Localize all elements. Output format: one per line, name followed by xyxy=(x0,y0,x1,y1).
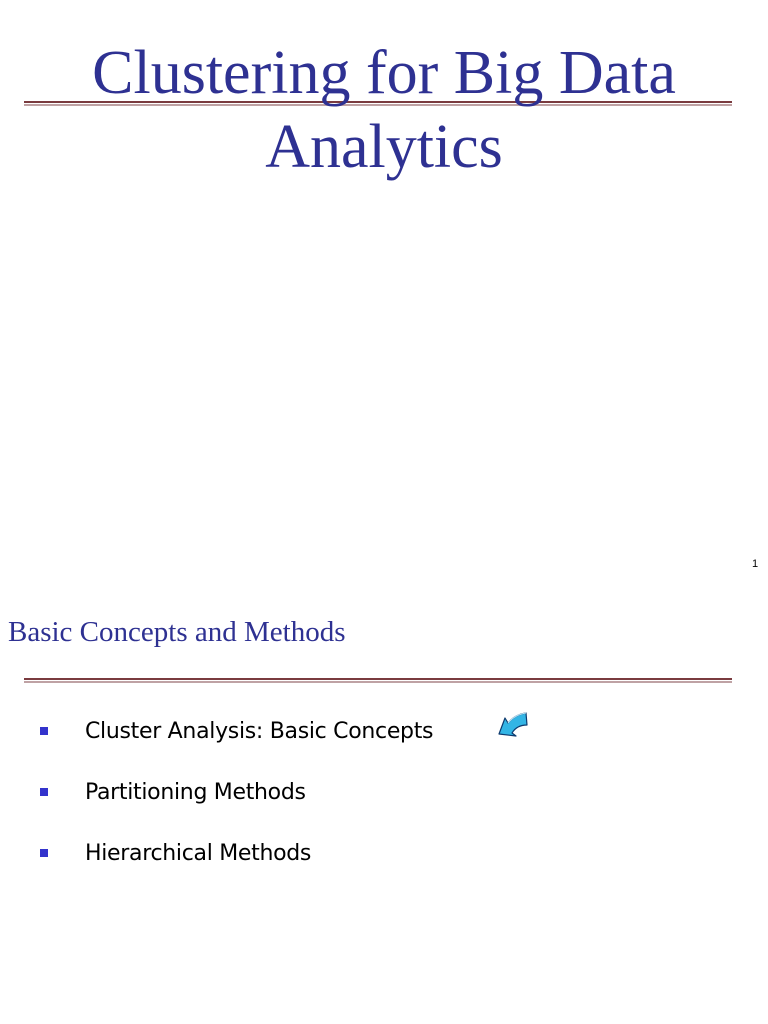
square-bullet-icon xyxy=(40,788,48,796)
bullet-list xyxy=(40,713,433,896)
slide1-title-line2: Analytics xyxy=(265,113,503,181)
bullet-item xyxy=(40,835,433,896)
section-divider xyxy=(24,678,732,683)
slide2-title: Basic Concepts and Methods xyxy=(8,616,346,648)
bullet-label: Cluster Analysis: Basic Concepts xyxy=(85,719,434,744)
bullet-label: Hierarchical Methods xyxy=(85,841,312,866)
square-bullet-icon xyxy=(40,727,48,735)
bullet-label: Partitioning Methods xyxy=(85,780,306,805)
bullet-item xyxy=(40,713,433,774)
arrow-pointer-icon[interactable] xyxy=(496,704,530,740)
bullet-item xyxy=(40,774,433,835)
slide1-title-line1: Clustering for Big Data xyxy=(92,39,676,107)
square-bullet-icon xyxy=(40,849,48,857)
slide1-title xyxy=(0,36,768,184)
slide-number: 1 xyxy=(752,558,759,570)
